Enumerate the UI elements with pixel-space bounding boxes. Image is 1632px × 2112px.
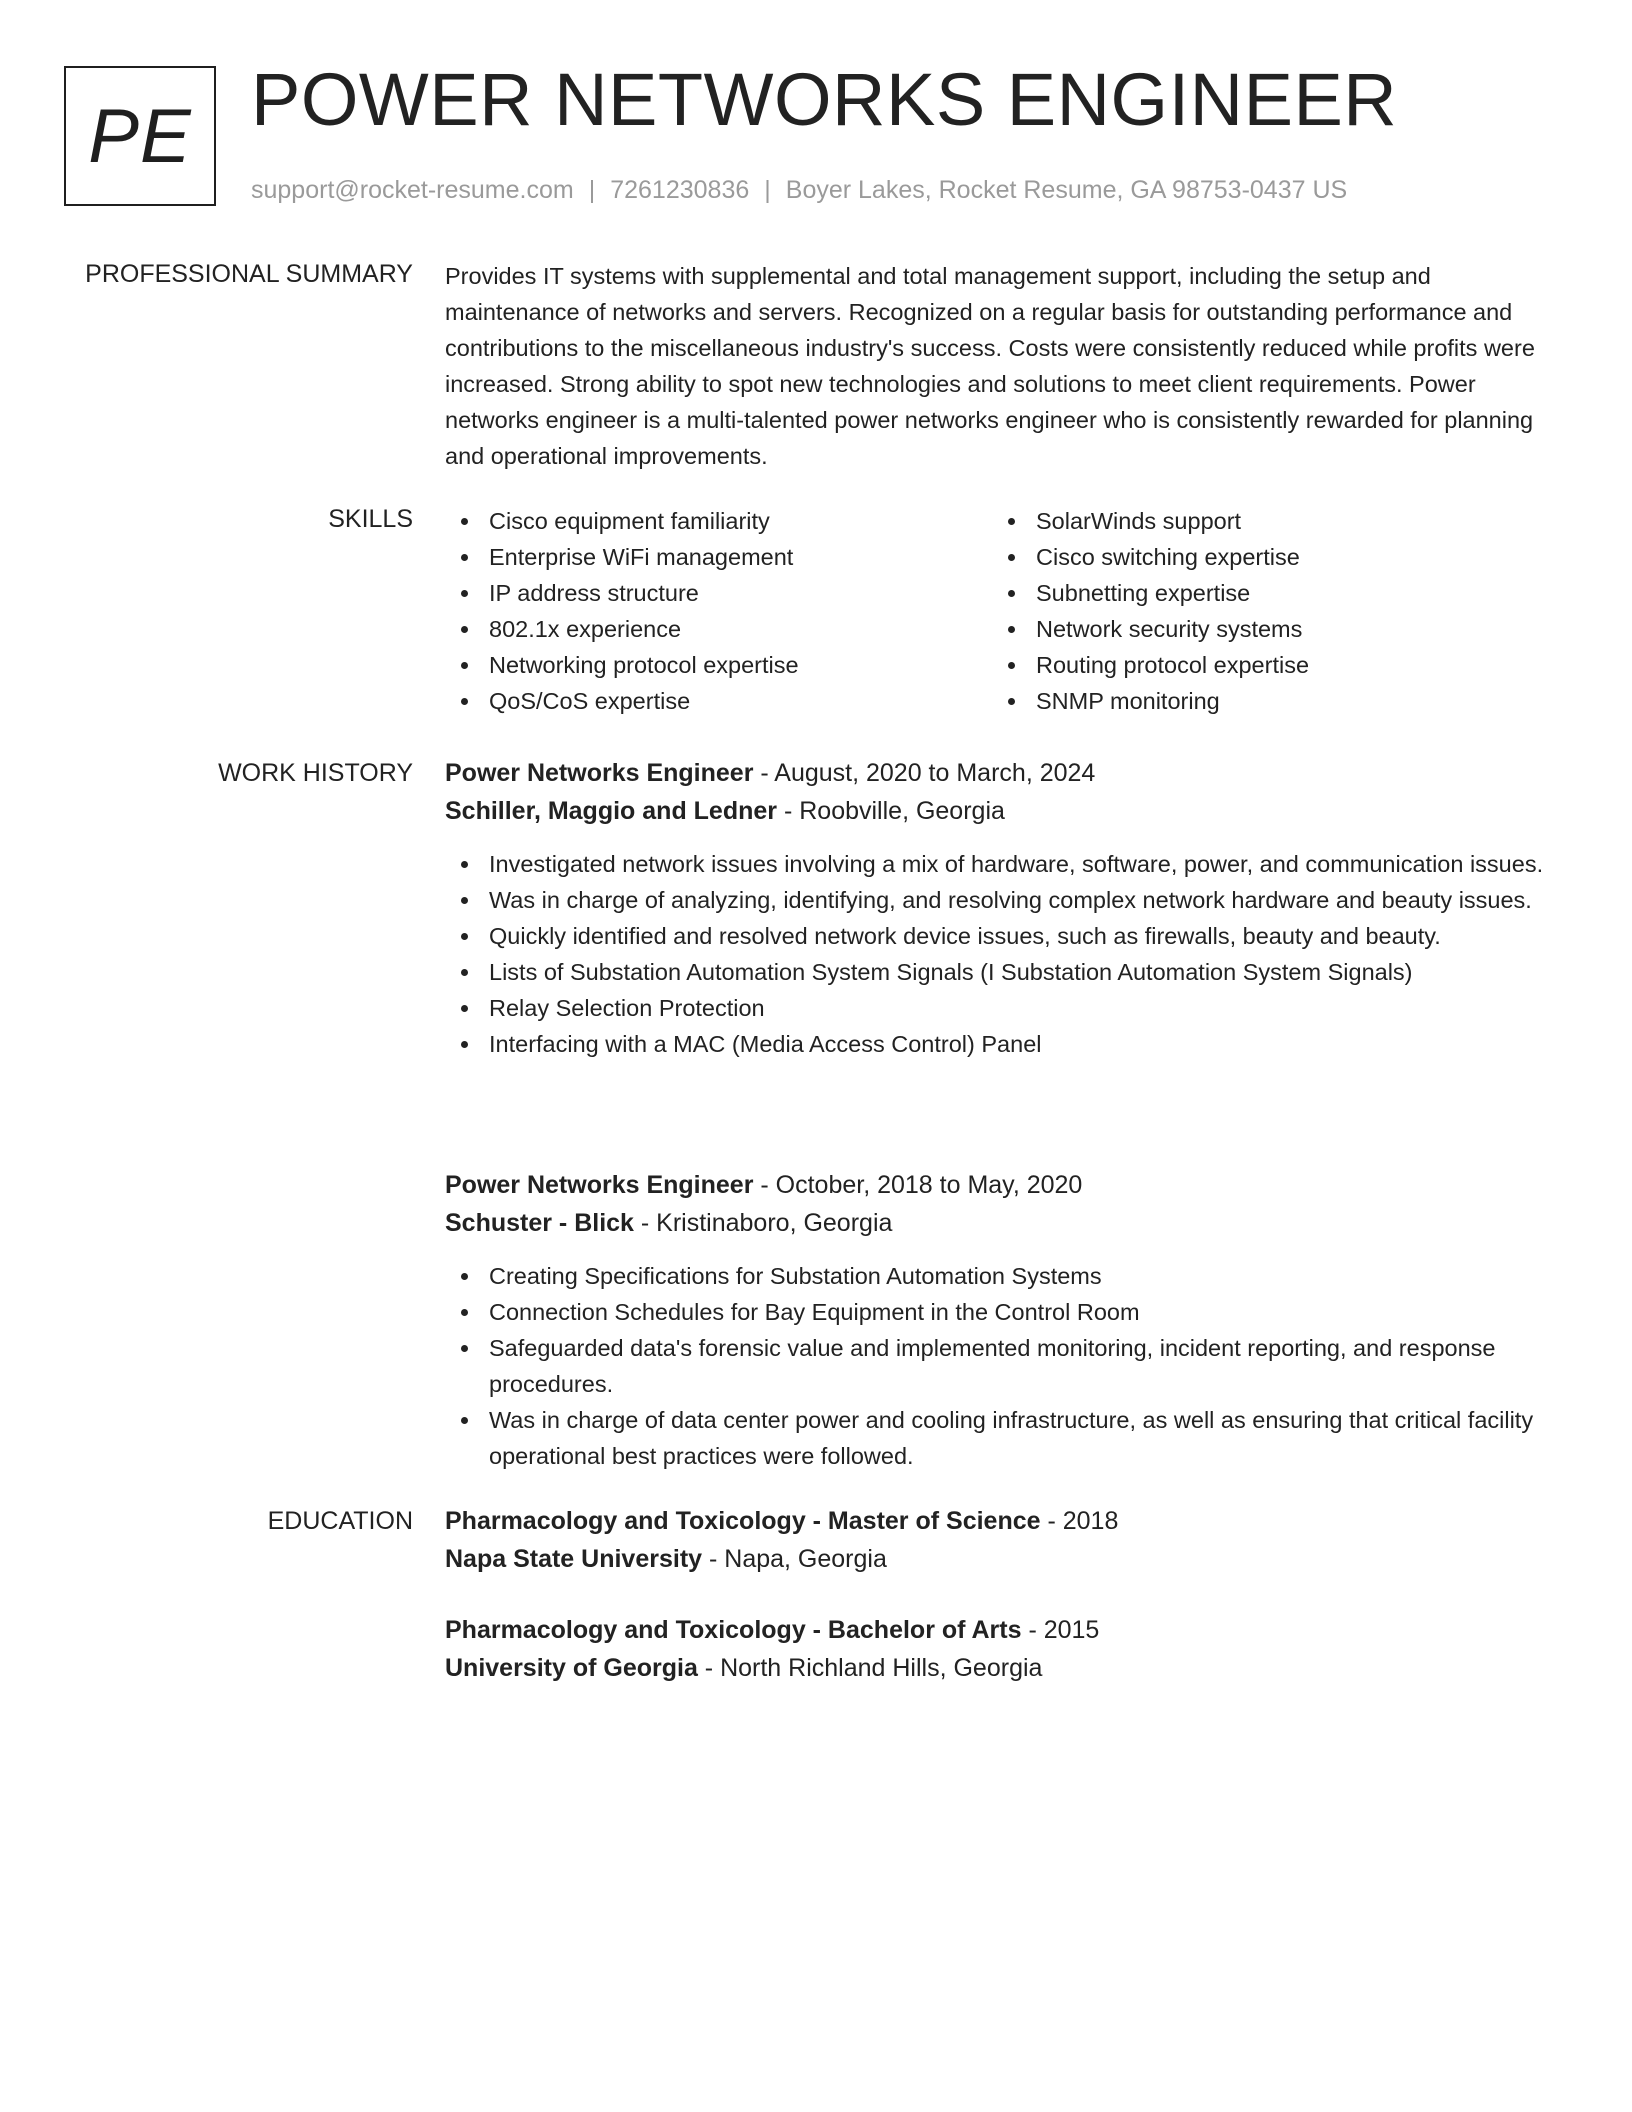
job-title-line [445, 1166, 1560, 1204]
job-bullet: Creating Specifications for Substation Automation Systems [445, 1258, 1560, 1294]
job-bullet: Investigated network issues involving a mix of hardware, software, power, and communication issues. [445, 846, 1560, 882]
school-location: - North Richland Hills, Georgia [697, 1654, 1043, 1682]
skill-item: Routing protocol expertise [992, 647, 1539, 683]
skill-item: Cisco switching expertise [992, 539, 1539, 575]
degree-line [445, 1502, 1560, 1540]
summary-heading: PROFESSIONAL SUMMARY [85, 260, 413, 288]
school-name: University of Georgia [445, 1654, 698, 1682]
work-history-heading: WORK HISTORY [218, 759, 413, 787]
education-entry [445, 1502, 1560, 1578]
school-line [445, 1649, 1560, 1687]
degree-year: - 2015 [1021, 1616, 1100, 1644]
job-bullet: Interfacing with a MAC (Media Access Control) Panel [445, 1026, 1560, 1062]
job-bullet: Connection Schedules for Bay Equipment in the Control Room [445, 1294, 1560, 1330]
job-title: Power Networks Engineer [445, 1171, 754, 1199]
skills-list-left [445, 503, 992, 719]
job-dates: - October, 2018 to May, 2020 [753, 1171, 1083, 1199]
skills-body [445, 503, 1560, 719]
job-title: Power Networks Engineer [445, 759, 754, 787]
skills-heading: SKILLS [328, 505, 413, 533]
summary-text: Provides IT systems with supplemental and total management support, including the setup and maintenance of networks and servers. Recognized on a regular basis for outstanding performance and contributions to the miscellaneous industry's success. Costs were consistently reduced while profits were increased. Strong ability to spot new technologies and solutions to meet client requirements. Power networks engineer is a multi-talented power networks engineer who is consistently rewarded for planning and operational improvements. [445, 263, 1535, 469]
job-bullets [445, 846, 1560, 1062]
job-bullet: Quickly identified and resolved network device issues, such as firewalls, beauty and beauty. [445, 918, 1560, 954]
degree-line [445, 1611, 1560, 1649]
skills-columns [445, 503, 1560, 719]
contact-line [251, 174, 1347, 206]
skill-item: Network security systems [992, 611, 1539, 647]
education-heading: EDUCATION [267, 1507, 413, 1535]
job-bullet: Relay Selection Protection [445, 990, 1560, 1026]
job-bullet: Was in charge of analyzing, identifying, and resolving complex network hardware and beauty issues. [445, 882, 1560, 918]
skill-item: QoS/CoS expertise [445, 683, 992, 719]
skill-item: Enterprise WiFi management [445, 539, 992, 575]
skill-item: SolarWinds support [992, 503, 1539, 539]
job-dates: - August, 2020 to March, 2024 [753, 759, 1096, 787]
job-entry [445, 1166, 1560, 1474]
job-bullet: Safeguarded data's forensic value and implemented monitoring, incident reporting, and response procedures. [445, 1330, 1560, 1402]
candidate-name: POWER NETWORKS ENGINEER [251, 58, 1398, 141]
contact-phone[interactable]: 7261230836 [610, 176, 750, 204]
degree-title: Pharmacology and Toxicology - Bachelor of Arts [445, 1616, 1022, 1644]
skill-item: 802.1x experience [445, 611, 992, 647]
summary-body [445, 258, 1560, 474]
contact-address: Boyer Lakes, Rocket Resume, GA 98753-0437 US [785, 176, 1348, 204]
skills-list-right [992, 503, 1539, 719]
job-company: Schiller, Maggio and Ledner [445, 797, 778, 825]
degree-year: - 2018 [1040, 1507, 1119, 1535]
job-entry [445, 754, 1560, 1062]
education-entry [445, 1611, 1560, 1687]
job-location: - Kristinaboro, Georgia [633, 1209, 893, 1237]
job-bullet: Lists of Substation Automation System Signals (I Substation Automation System Signals) [445, 954, 1560, 990]
contact-email[interactable]: support@rocket-resume.com [251, 176, 574, 204]
skill-item: IP address structure [445, 575, 992, 611]
job-bullets [445, 1258, 1560, 1474]
skill-item: Cisco equipment familiarity [445, 503, 992, 539]
job-title-line [445, 754, 1560, 792]
skill-item: Networking protocol expertise [445, 647, 992, 683]
job-company-line [445, 1204, 1560, 1242]
job-company: Schuster - Blick [445, 1209, 634, 1237]
contact-separator: | [764, 176, 771, 204]
school-location: - Napa, Georgia [702, 1545, 887, 1573]
school-name: Napa State University [445, 1545, 703, 1573]
contact-separator: | [588, 176, 596, 204]
school-line [445, 1540, 1560, 1578]
job-company-line [445, 792, 1560, 830]
job-location: - Roobville, Georgia [777, 797, 1005, 825]
degree-title: Pharmacology and Toxicology - Master of Science [445, 1507, 1041, 1535]
monogram-logo: PE [64, 66, 216, 206]
skill-item: Subnetting expertise [992, 575, 1539, 611]
skill-item: SNMP monitoring [992, 683, 1539, 719]
job-bullet: Was in charge of data center power and cooling infrastructure, as well as ensuring that critical facility operational best practices were followed. [445, 1402, 1560, 1474]
